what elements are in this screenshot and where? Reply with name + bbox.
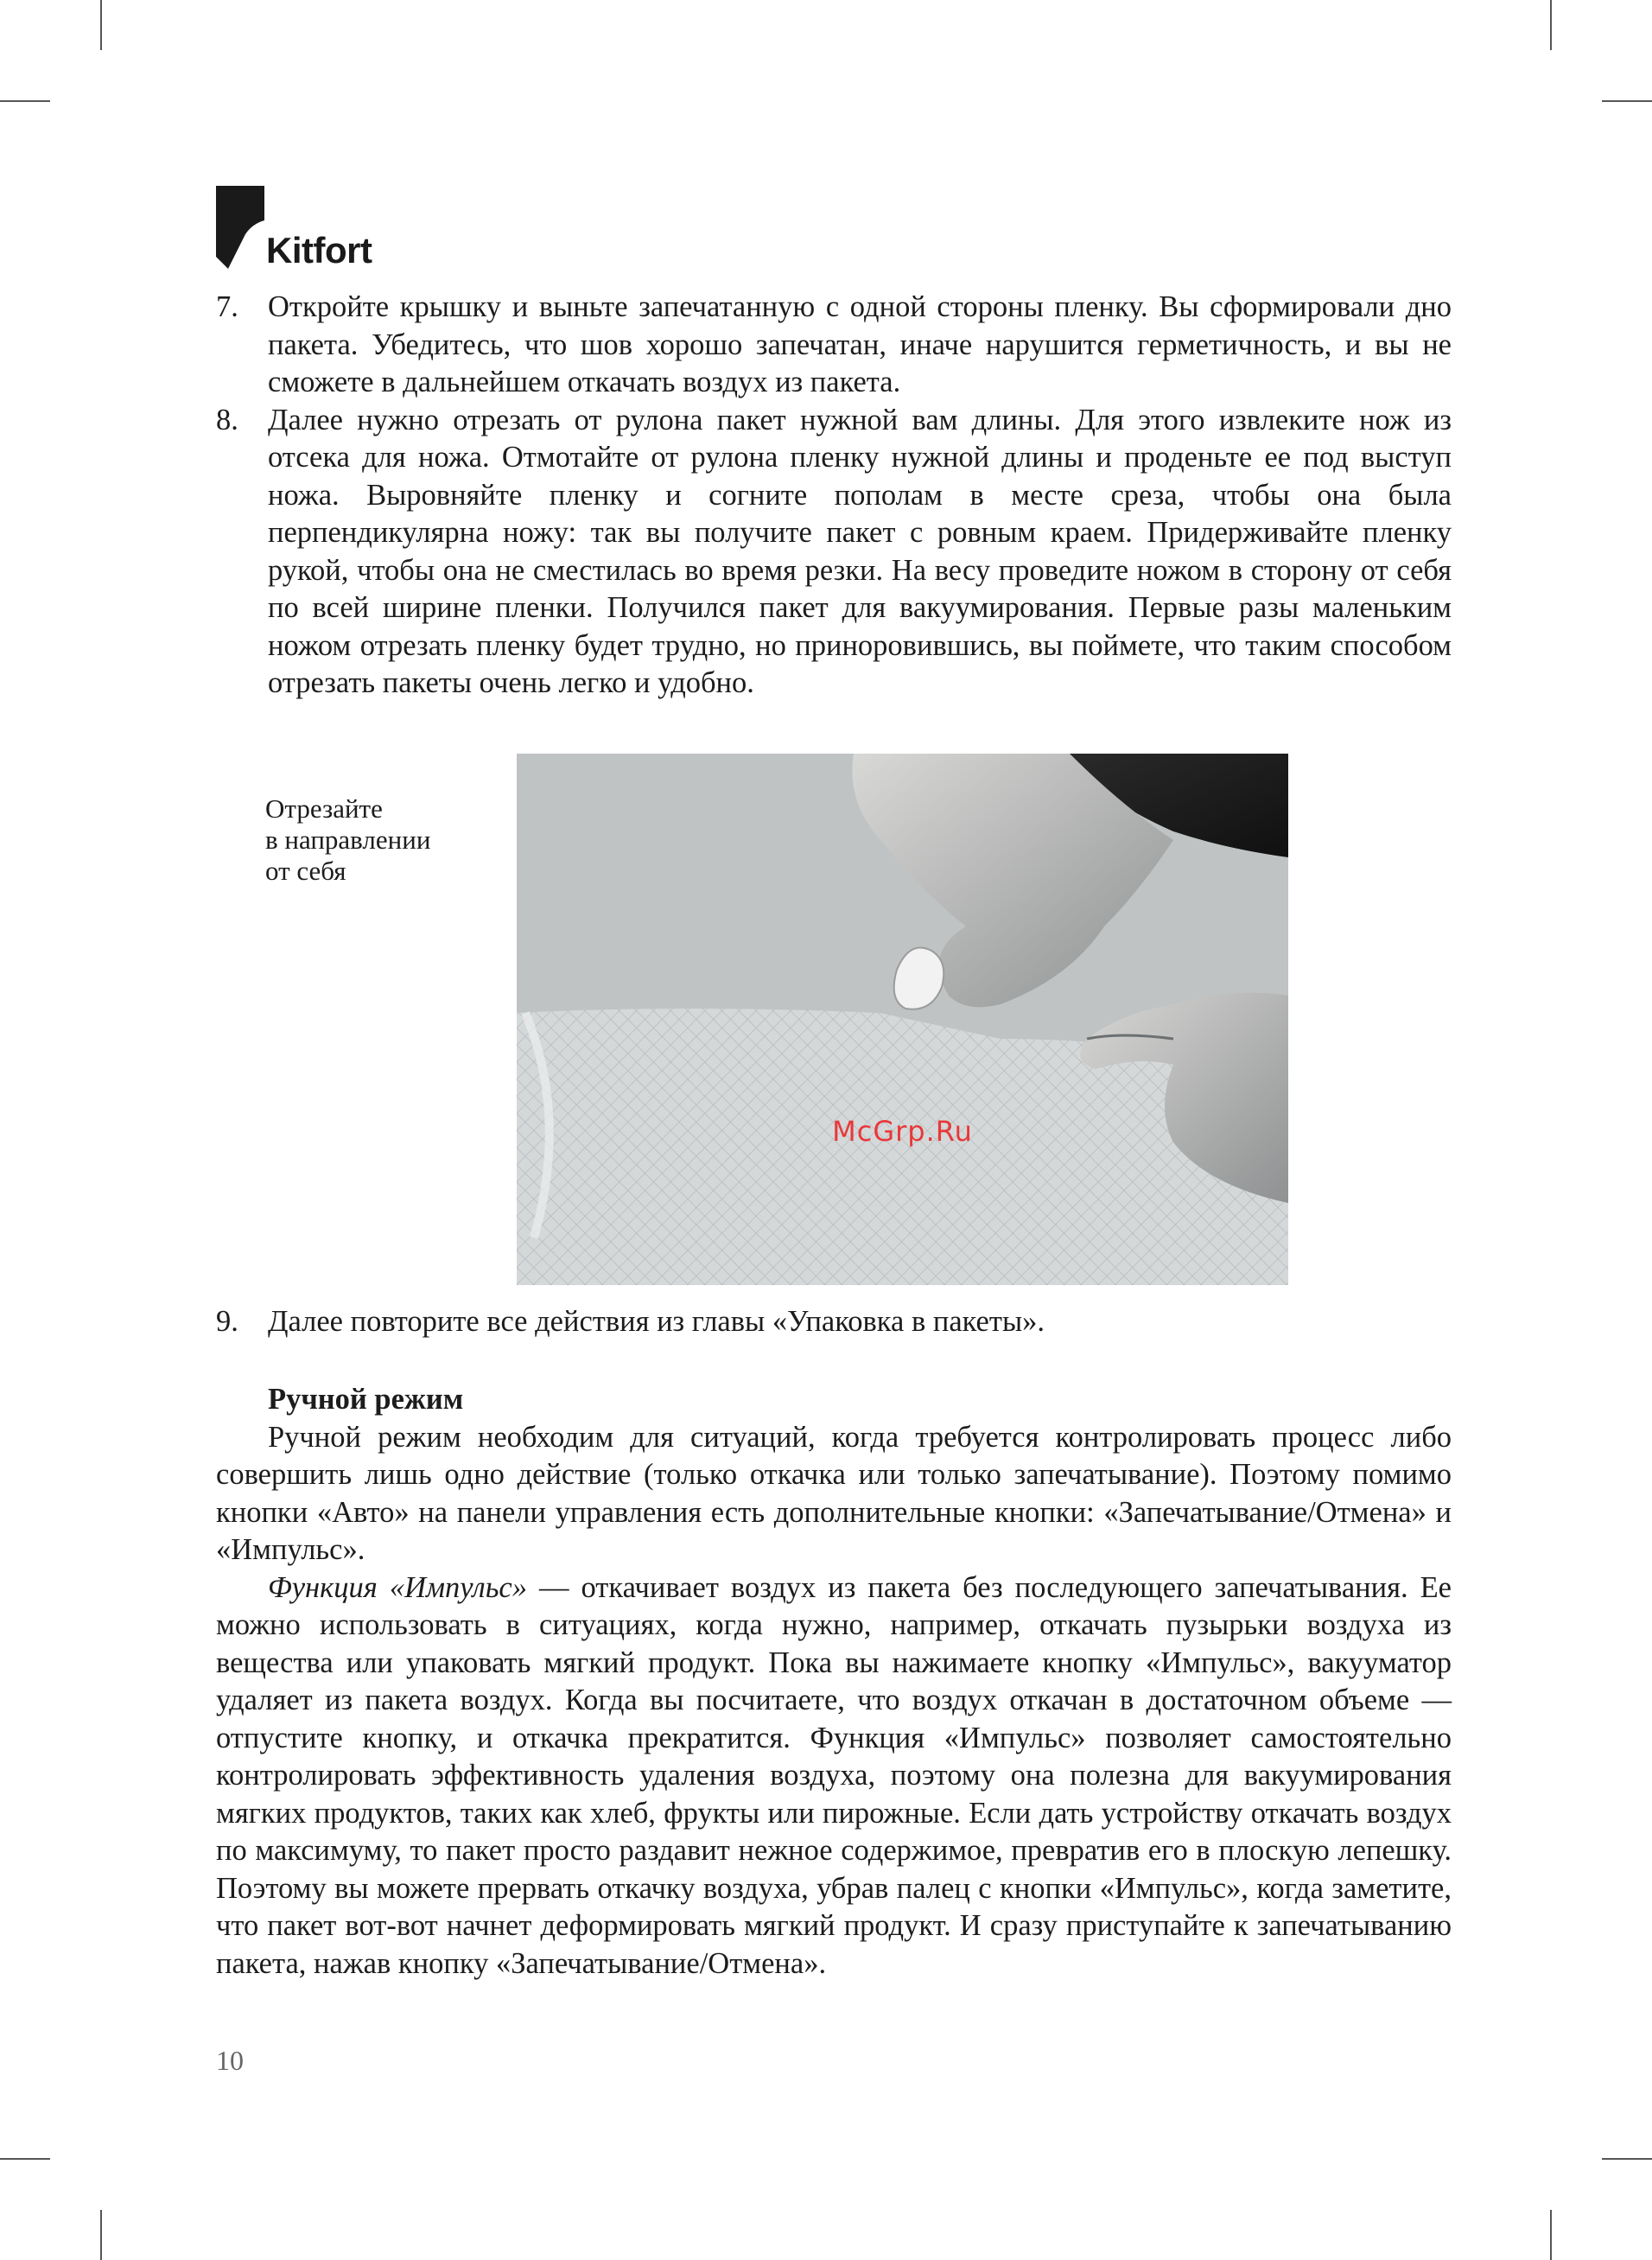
step-text: Откройте крышку и выньте запечатанную с одной стороны пленку. Вы сформировали дно пакета. Убедитесь, что шов хорошо запечатан, иначе нарушится герметичность, и вы не сможете в дальнейшем откачать воздух из пакета. <box>268 290 1452 398</box>
section-heading: Ручной режим <box>268 1383 464 1416</box>
figure-caption <box>265 793 473 887</box>
page-number: 10 <box>216 2045 244 2076</box>
caption-line: от себя <box>265 856 346 886</box>
kitfort-logo-icon <box>216 186 264 269</box>
crop-mark <box>1602 2158 1652 2160</box>
crop-mark <box>100 0 102 50</box>
cutting-film-photo <box>517 754 1288 1285</box>
paragraph <box>216 1569 1452 1983</box>
step-number: 8. <box>216 403 238 436</box>
watermark-text: McGrp.Ru <box>832 1115 973 1148</box>
crop-mark <box>100 2210 102 2260</box>
crop-mark <box>1550 0 1552 50</box>
crop-mark <box>1602 100 1652 102</box>
list-item <box>216 289 1452 402</box>
steps-list <box>216 1303 1452 1341</box>
crop-mark <box>0 100 50 102</box>
caption-line: в направлении <box>265 824 431 855</box>
paragraph-text: — откачивает воздух из пакета без последующего запечатывания. Ее можно использовать в ситуациях, когда нужно, например, откачать пузырьки воздуха из вещества или упаковать мягкий продукт. Пока вы нажимаете кнопку «Импульс», вакууматор удаляет из пакета воздух. Когда вы посчитаете, что воздух откачан в достаточном объеме — отпустите кнопку, и откачка прекратится. Функция «Импульс» позволяет самостоятельно контролировать эффективность удаления воздуха, поэтому она полезна для вакуумирования мягких продуктов, таких как хлеб, фрукты или пирожные. Если дать устройству откачать воздух по максимуму, то пакет просто раздавит нежное содержимое, превратив его в плоскую лепешку. Поэтому вы можете прервать откачку воздуха, убрав палец с кнопки «Импульс», когда заметите, что пакет вот-вот начнет деформировать мягкий продукт. И сразу приступайте к запечатыванию пакета, нажав кнопку «Запечатывание/Отмена». <box>216 1570 1452 1980</box>
step-text: Далее нужно отрезать от рулона пакет нужной вам длины. Для этого извлеките нож из отсека для ножа. Отмотайте от рулона пленку нужной длины и проденьте ее под выступ ножа. Выровняйте пленку и согните пополам в месте среза, чтобы она была перпендикулярна ножу: так вы получите пакет с ровным краем. Придерживайте пленку рукой, чтобы она не сместилась во время резки. На весу проведите ножом в сторону от себя по всей ширине пленки. Получился пакет для вакуумирования. Первые разы маленьким ножом отрезать пленку будет трудно, но приноровившись, вы поймете, что таким способом отрезать пакеты очень легко и удобно. <box>268 403 1452 699</box>
step-number: 9. <box>216 1305 238 1338</box>
photo-illustration <box>517 754 1288 1285</box>
list-item <box>216 1303 1452 1341</box>
manual-mode-section <box>216 1381 1452 1983</box>
step-text: Далее повторите все действия из главы «Упаковка в пакеты». <box>268 1305 1045 1338</box>
crop-mark <box>1550 2210 1552 2260</box>
crop-mark <box>0 2158 50 2160</box>
steps-list <box>216 289 1452 703</box>
function-name: Функция «Импульс» <box>268 1570 527 1604</box>
paragraph: Ручной режим необходим для ситуаций, когда требуется контролировать процесс либо совершить лишь одно действие (только откачка или только запечатывание). Поэтому помимо кнопки «Авто» на панели управления есть дополнительные кнопки: «Запечатывание/Отмена» и «Импульс». <box>216 1420 1452 1566</box>
list-item <box>216 402 1452 703</box>
brand-name: Kitfort <box>266 230 372 271</box>
step-number: 7. <box>216 290 238 323</box>
caption-line: Отрезайте <box>265 793 383 824</box>
